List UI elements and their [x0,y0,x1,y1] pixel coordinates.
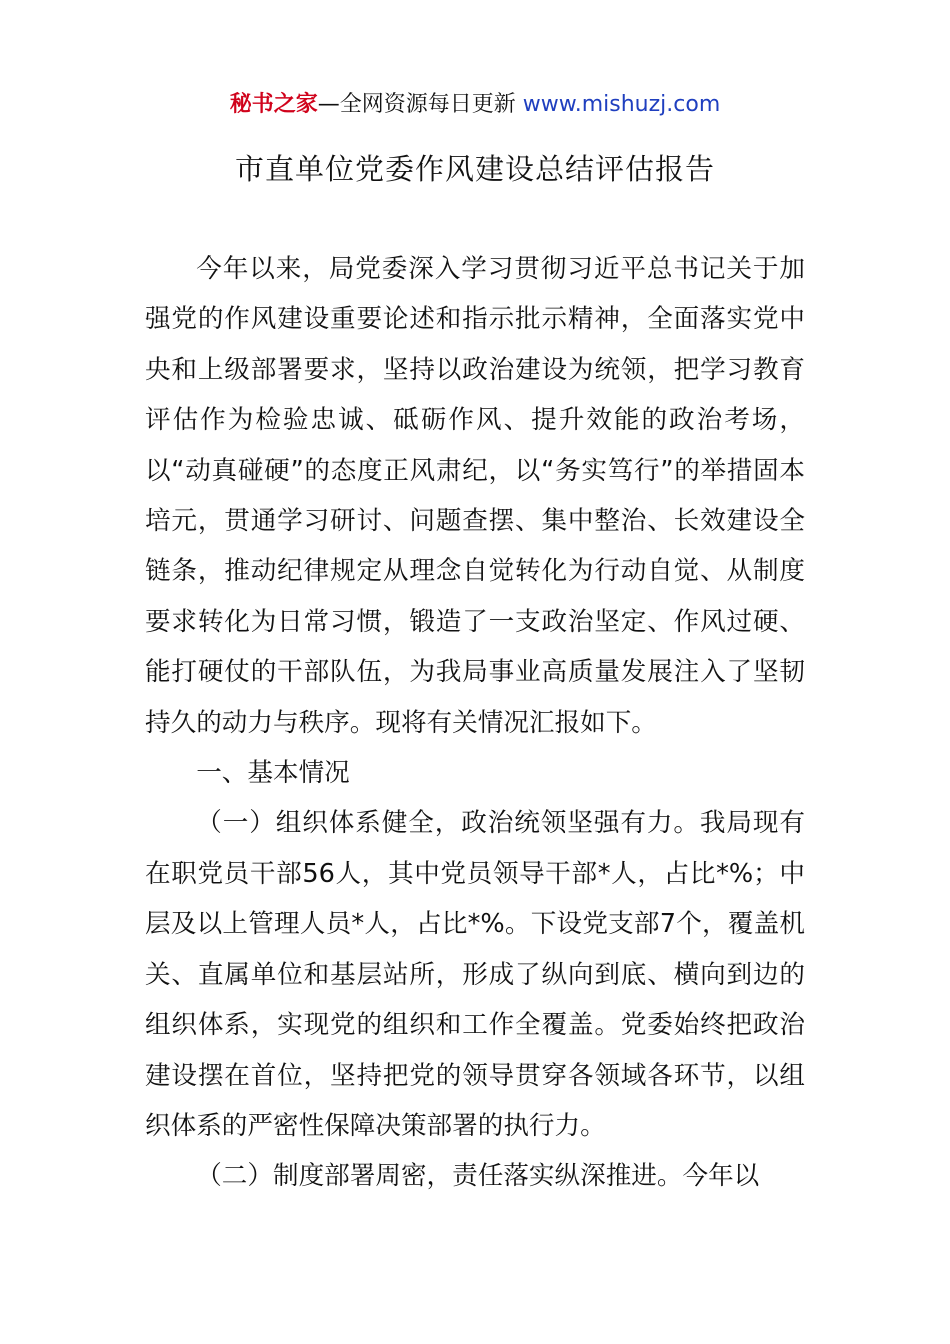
subsection-paragraph: （二）制度部署周密，责任落实纵深推进。今年以 [196,1161,760,1192]
site-url-link[interactable]: www.mishuzj.com [522,92,721,117]
site-header [0,88,950,122]
intro-paragraph: 今年以来，局党委深入学习贯彻习近平总书记关于加强党的作风建设重要论述和指示批示精神，全面落实党中央和上级部署要求，坚持以政治建设为统领，把学习教育评估作为检验忠诚、砥砺作风、提升效能的政治考场，以“动真碰硬”的态度正风肃纪，以“务实笃行”的举措固本培元，贯通学习研讨、问题查摆、集中整治、长效建设全链条，推动纪律规定从理念自觉转化为行动自觉、从制度要求转化为日常习惯，锻造了一支政治坚定、作风过硬、能打硬仗的干部队伍，为我局事业高质量发展注入了坚韧持久的动力与秩序。现将有关情况汇报如下。 [145,254,805,738]
site-brand: 秘书之家 [229,92,318,117]
site-tagline: —全网资源每日更新 [317,92,516,117]
document-title: 市直单位党委作风建设总结评估报告 [234,152,715,186]
subsection-paragraph: （一）组织体系健全，政治统领坚强有力。我局现有在职党员干部56人，其中党员领导干部*人，占比*%；中层及以上管理人员*人，占比*%。下设党支部7个，覆盖机关、直属单位和基层站所，形成了纵向到底、横向到边的组织体系，实现党的组织和工作全覆盖。党委始终把政治建设摆在首位，坚持把党的领导贯穿各领域各环节，以组织体系的严密性保障决策部署的执行力。 [145,808,805,1141]
document-body [145,244,805,1202]
section-heading: 一、基本情况 [196,758,350,789]
